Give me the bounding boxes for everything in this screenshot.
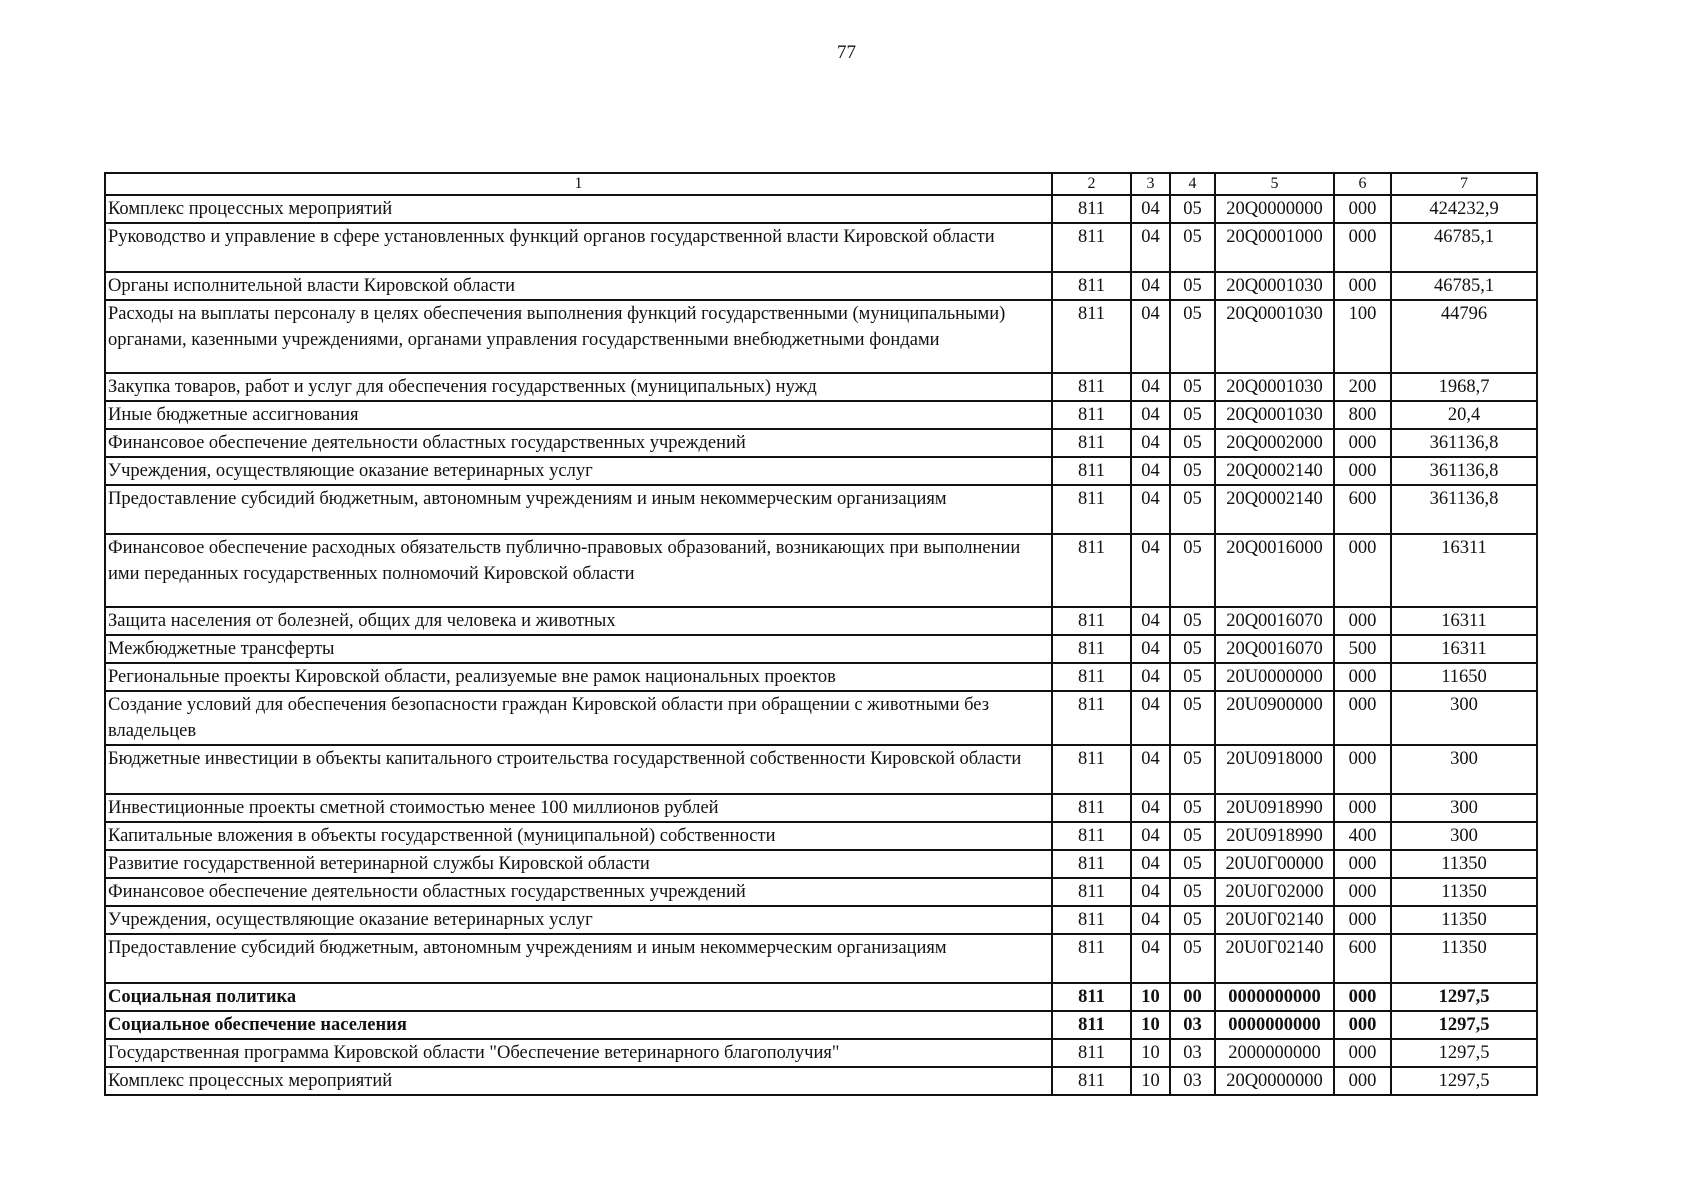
- target-article-code-cell: 20U0900000: [1215, 691, 1334, 745]
- subsection-code-cell: 05: [1170, 195, 1215, 223]
- amount-cell: 44796: [1391, 300, 1537, 373]
- table-row: [105, 607, 1537, 635]
- expense-name-cell: Предоставление субсидий бюджетным, автономным учреждениям и иным некоммерческим организациям: [105, 485, 1052, 534]
- expense-type-code-cell: 000: [1334, 794, 1391, 822]
- target-article-code-cell: 20U0918990: [1215, 822, 1334, 850]
- table-row: [105, 906, 1537, 934]
- department-code-cell: 811: [1052, 373, 1131, 401]
- column-header: 7: [1391, 173, 1537, 195]
- department-code-cell: 811: [1052, 635, 1131, 663]
- amount-cell: 1297,5: [1391, 1067, 1537, 1095]
- subsection-code-cell: 05: [1170, 850, 1215, 878]
- department-code-cell: 811: [1052, 794, 1131, 822]
- target-article-code-cell: 20U0Г00000: [1215, 850, 1334, 878]
- expense-type-code-cell: 000: [1334, 1039, 1391, 1067]
- expense-name-cell: Органы исполнительной власти Кировской области: [105, 272, 1052, 300]
- department-code-cell: 811: [1052, 822, 1131, 850]
- expense-name-cell: Комплекс процессных мероприятий: [105, 195, 1052, 223]
- amount-cell: 46785,1: [1391, 272, 1537, 300]
- subsection-code-cell: 05: [1170, 300, 1215, 373]
- expense-type-code-cell: 000: [1334, 195, 1391, 223]
- column-header: 3: [1131, 173, 1170, 195]
- column-header: 2: [1052, 173, 1131, 195]
- column-header: 6: [1334, 173, 1391, 195]
- subsection-code-cell: 05: [1170, 934, 1215, 983]
- amount-cell: 11350: [1391, 850, 1537, 878]
- target-article-code-cell: 20Q0001030: [1215, 373, 1334, 401]
- amount-cell: 300: [1391, 794, 1537, 822]
- amount-cell: 1297,5: [1391, 1011, 1537, 1039]
- subsection-code-cell: 05: [1170, 457, 1215, 485]
- target-article-code-cell: 20U0918000: [1215, 745, 1334, 794]
- table-row: [105, 934, 1537, 983]
- table-row: [105, 272, 1537, 300]
- department-code-cell: 811: [1052, 272, 1131, 300]
- target-article-code-cell: 20Q0016070: [1215, 635, 1334, 663]
- section-code-cell: 04: [1131, 635, 1170, 663]
- amount-cell: 16311: [1391, 607, 1537, 635]
- target-article-code-cell: 20Q0000000: [1215, 195, 1334, 223]
- target-article-code-cell: 20Q0002140: [1215, 457, 1334, 485]
- expense-type-code-cell: 000: [1334, 272, 1391, 300]
- department-code-cell: 811: [1052, 401, 1131, 429]
- expense-type-code-cell: 000: [1334, 983, 1391, 1011]
- amount-cell: 424232,9: [1391, 195, 1537, 223]
- expense-name-cell: Учреждения, осуществляющие оказание ветеринарных услуг: [105, 457, 1052, 485]
- expense-type-code-cell: 000: [1334, 457, 1391, 485]
- page-number: 77: [837, 42, 856, 63]
- expense-name-cell: Финансовое обеспечение расходных обязательств публично-правовых образований, возникающих при выполнении ими переданных государственных полномочий Кировской области: [105, 534, 1052, 607]
- amount-cell: 16311: [1391, 635, 1537, 663]
- section-code-cell: 04: [1131, 272, 1170, 300]
- department-code-cell: 811: [1052, 1067, 1131, 1095]
- expense-name-cell: Социальное обеспечение населения: [105, 1011, 1052, 1039]
- section-code-cell: 10: [1131, 1067, 1170, 1095]
- subsection-code-cell: 05: [1170, 223, 1215, 272]
- amount-cell: 11350: [1391, 906, 1537, 934]
- department-code-cell: 811: [1052, 745, 1131, 794]
- table-row: [105, 635, 1537, 663]
- table-row: [105, 663, 1537, 691]
- subsection-code-cell: 03: [1170, 1011, 1215, 1039]
- amount-cell: 11350: [1391, 878, 1537, 906]
- amount-cell: 16311: [1391, 534, 1537, 607]
- subsection-code-cell: 05: [1170, 635, 1215, 663]
- subsection-code-cell: 05: [1170, 906, 1215, 934]
- table-row: [105, 1039, 1537, 1067]
- expense-type-code-cell: 400: [1334, 822, 1391, 850]
- amount-cell: 11650: [1391, 663, 1537, 691]
- expense-type-code-cell: 000: [1334, 429, 1391, 457]
- amount-cell: 361136,8: [1391, 485, 1537, 534]
- table-row: [105, 822, 1537, 850]
- subsection-code-cell: 05: [1170, 485, 1215, 534]
- expense-name-cell: Расходы на выплаты персоналу в целях обеспечения выполнения функций государственными (муниципальными) органами, казенными учреждениями, органами управления государственными внебюджетными фондами: [105, 300, 1052, 373]
- department-code-cell: 811: [1052, 850, 1131, 878]
- table-row: [105, 401, 1537, 429]
- table-row: [105, 534, 1537, 607]
- department-code-cell: 811: [1052, 607, 1131, 635]
- section-code-cell: 10: [1131, 1039, 1170, 1067]
- expense-type-code-cell: 200: [1334, 373, 1391, 401]
- expense-name-cell: Бюджетные инвестиции в объекты капитального строительства государственной собственности Кировской области: [105, 745, 1052, 794]
- column-header: 4: [1170, 173, 1215, 195]
- section-code-cell: 10: [1131, 1011, 1170, 1039]
- budget-table-body: [105, 195, 1537, 1095]
- target-article-code-cell: 0000000000: [1215, 1011, 1334, 1039]
- expense-type-code-cell: 600: [1334, 485, 1391, 534]
- table-row: [105, 457, 1537, 485]
- department-code-cell: 811: [1052, 485, 1131, 534]
- expense-type-code-cell: 000: [1334, 607, 1391, 635]
- expense-type-code-cell: 800: [1334, 401, 1391, 429]
- section-code-cell: 04: [1131, 663, 1170, 691]
- expense-name-cell: Создание условий для обеспечения безопасности граждан Кировской области при обращении с животными без владельцев: [105, 691, 1052, 745]
- department-code-cell: 811: [1052, 300, 1131, 373]
- amount-cell: 361136,8: [1391, 429, 1537, 457]
- expense-type-code-cell: 000: [1334, 534, 1391, 607]
- amount-cell: 20,4: [1391, 401, 1537, 429]
- expense-name-cell: Руководство и управление в сфере установленных функций органов государственной власти Кировской области: [105, 223, 1052, 272]
- section-code-cell: 04: [1131, 850, 1170, 878]
- table-row: [105, 1011, 1537, 1039]
- amount-cell: 1968,7: [1391, 373, 1537, 401]
- expense-name-cell: Социальная политика: [105, 983, 1052, 1011]
- section-code-cell: 10: [1131, 983, 1170, 1011]
- expense-name-cell: Защита населения от болезней, общих для человека и животных: [105, 607, 1052, 635]
- section-code-cell: 04: [1131, 906, 1170, 934]
- expense-name-cell: Иные бюджетные ассигнования: [105, 401, 1052, 429]
- amount-cell: 300: [1391, 745, 1537, 794]
- subsection-code-cell: 05: [1170, 429, 1215, 457]
- expense-type-code-cell: 100: [1334, 300, 1391, 373]
- table-row: [105, 794, 1537, 822]
- department-code-cell: 811: [1052, 223, 1131, 272]
- target-article-code-cell: 2000000000: [1215, 1039, 1334, 1067]
- expense-name-cell: Государственная программа Кировской области "Обеспечение ветеринарного благополучия": [105, 1039, 1052, 1067]
- subsection-code-cell: 05: [1170, 401, 1215, 429]
- target-article-code-cell: 20Q0016070: [1215, 607, 1334, 635]
- subsection-code-cell: 05: [1170, 794, 1215, 822]
- expense-name-cell: Финансовое обеспечение деятельности областных государственных учреждений: [105, 878, 1052, 906]
- department-code-cell: 811: [1052, 983, 1131, 1011]
- table-row: [105, 1067, 1537, 1095]
- table-row: [105, 300, 1537, 373]
- expense-name-cell: Комплекс процессных мероприятий: [105, 1067, 1052, 1095]
- department-code-cell: 811: [1052, 534, 1131, 607]
- section-code-cell: 04: [1131, 607, 1170, 635]
- expense-type-code-cell: 000: [1334, 223, 1391, 272]
- target-article-code-cell: 20Q0016000: [1215, 534, 1334, 607]
- subsection-code-cell: 05: [1170, 745, 1215, 794]
- table-row: [105, 195, 1537, 223]
- expense-type-code-cell: 000: [1334, 1011, 1391, 1039]
- target-article-code-cell: 20Q0001000: [1215, 223, 1334, 272]
- subsection-code-cell: 05: [1170, 822, 1215, 850]
- department-code-cell: 811: [1052, 934, 1131, 983]
- expense-name-cell: Учреждения, осуществляющие оказание ветеринарных услуг: [105, 906, 1052, 934]
- amount-cell: 1297,5: [1391, 983, 1537, 1011]
- expense-name-cell: Капитальные вложения в объекты государственной (муниципальной) собственности: [105, 822, 1052, 850]
- department-code-cell: 811: [1052, 1011, 1131, 1039]
- section-code-cell: 04: [1131, 534, 1170, 607]
- section-code-cell: 04: [1131, 195, 1170, 223]
- target-article-code-cell: 20U0Г02000: [1215, 878, 1334, 906]
- table-row: [105, 429, 1537, 457]
- department-code-cell: 811: [1052, 878, 1131, 906]
- target-article-code-cell: 20Q0002140: [1215, 485, 1334, 534]
- section-code-cell: 04: [1131, 300, 1170, 373]
- target-article-code-cell: 0000000000: [1215, 983, 1334, 1011]
- target-article-code-cell: 20U0918990: [1215, 794, 1334, 822]
- expense-type-code-cell: 000: [1334, 906, 1391, 934]
- expense-name-cell: Инвестиционные проекты сметной стоимостью менее 100 миллионов рублей: [105, 794, 1052, 822]
- column-header: 1: [105, 173, 1052, 195]
- column-header: 5: [1215, 173, 1334, 195]
- target-article-code-cell: 20Q0001030: [1215, 401, 1334, 429]
- section-code-cell: 04: [1131, 691, 1170, 745]
- section-code-cell: 04: [1131, 401, 1170, 429]
- amount-cell: 300: [1391, 822, 1537, 850]
- amount-cell: 361136,8: [1391, 457, 1537, 485]
- subsection-code-cell: 05: [1170, 272, 1215, 300]
- subsection-code-cell: 05: [1170, 691, 1215, 745]
- section-code-cell: 04: [1131, 223, 1170, 272]
- table-row: [105, 223, 1537, 272]
- expense-type-code-cell: 000: [1334, 1067, 1391, 1095]
- expense-type-code-cell: 000: [1334, 878, 1391, 906]
- section-code-cell: 04: [1131, 457, 1170, 485]
- section-code-cell: 04: [1131, 794, 1170, 822]
- subsection-code-cell: 05: [1170, 373, 1215, 401]
- amount-cell: 46785,1: [1391, 223, 1537, 272]
- target-article-code-cell: 20Q0002000: [1215, 429, 1334, 457]
- subsection-code-cell: 05: [1170, 878, 1215, 906]
- expense-type-code-cell: 000: [1334, 663, 1391, 691]
- budget-table: [104, 172, 1538, 1096]
- subsection-code-cell: 03: [1170, 1039, 1215, 1067]
- expense-type-code-cell: 500: [1334, 635, 1391, 663]
- expense-name-cell: Развитие государственной ветеринарной службы Кировской области: [105, 850, 1052, 878]
- expense-type-code-cell: 000: [1334, 691, 1391, 745]
- target-article-code-cell: 20Q0001030: [1215, 300, 1334, 373]
- expense-type-code-cell: 600: [1334, 934, 1391, 983]
- department-code-cell: 811: [1052, 429, 1131, 457]
- section-code-cell: 04: [1131, 429, 1170, 457]
- table-row: [105, 850, 1537, 878]
- section-code-cell: 04: [1131, 878, 1170, 906]
- department-code-cell: 811: [1052, 663, 1131, 691]
- department-code-cell: 811: [1052, 1039, 1131, 1067]
- section-code-cell: 04: [1131, 745, 1170, 794]
- table-row: [105, 373, 1537, 401]
- target-article-code-cell: 20U0Г02140: [1215, 934, 1334, 983]
- table-row: [105, 691, 1537, 745]
- expense-name-cell: Предоставление субсидий бюджетным, автономным учреждениям и иным некоммерческим организациям: [105, 934, 1052, 983]
- table-row: [105, 983, 1537, 1011]
- expense-name-cell: Финансовое обеспечение деятельности областных государственных учреждений: [105, 429, 1052, 457]
- amount-cell: 300: [1391, 691, 1537, 745]
- table-row: [105, 745, 1537, 794]
- subsection-code-cell: 05: [1170, 534, 1215, 607]
- target-article-code-cell: 20Q0001030: [1215, 272, 1334, 300]
- department-code-cell: 811: [1052, 906, 1131, 934]
- section-code-cell: 04: [1131, 934, 1170, 983]
- subsection-code-cell: 03: [1170, 1067, 1215, 1095]
- section-code-cell: 04: [1131, 373, 1170, 401]
- section-code-cell: 04: [1131, 485, 1170, 534]
- table-row: [105, 485, 1537, 534]
- target-article-code-cell: 20Q0000000: [1215, 1067, 1334, 1095]
- amount-cell: 11350: [1391, 934, 1537, 983]
- expense-type-code-cell: 000: [1334, 745, 1391, 794]
- subsection-code-cell: 05: [1170, 607, 1215, 635]
- subsection-code-cell: 00: [1170, 983, 1215, 1011]
- expense-name-cell: Региональные проекты Кировской области, реализуемые вне рамок национальных проектов: [105, 663, 1052, 691]
- amount-cell: 1297,5: [1391, 1039, 1537, 1067]
- section-code-cell: 04: [1131, 822, 1170, 850]
- target-article-code-cell: 20U0000000: [1215, 663, 1334, 691]
- expense-name-cell: Межбюджетные трансферты: [105, 635, 1052, 663]
- target-article-code-cell: 20U0Г02140: [1215, 906, 1334, 934]
- column-number-row: [105, 173, 1537, 195]
- table-row: [105, 878, 1537, 906]
- expense-name-cell: Закупка товаров, работ и услуг для обеспечения государственных (муниципальных) нужд: [105, 373, 1052, 401]
- department-code-cell: 811: [1052, 691, 1131, 745]
- expense-type-code-cell: 000: [1334, 850, 1391, 878]
- department-code-cell: 811: [1052, 195, 1131, 223]
- department-code-cell: 811: [1052, 457, 1131, 485]
- subsection-code-cell: 05: [1170, 663, 1215, 691]
